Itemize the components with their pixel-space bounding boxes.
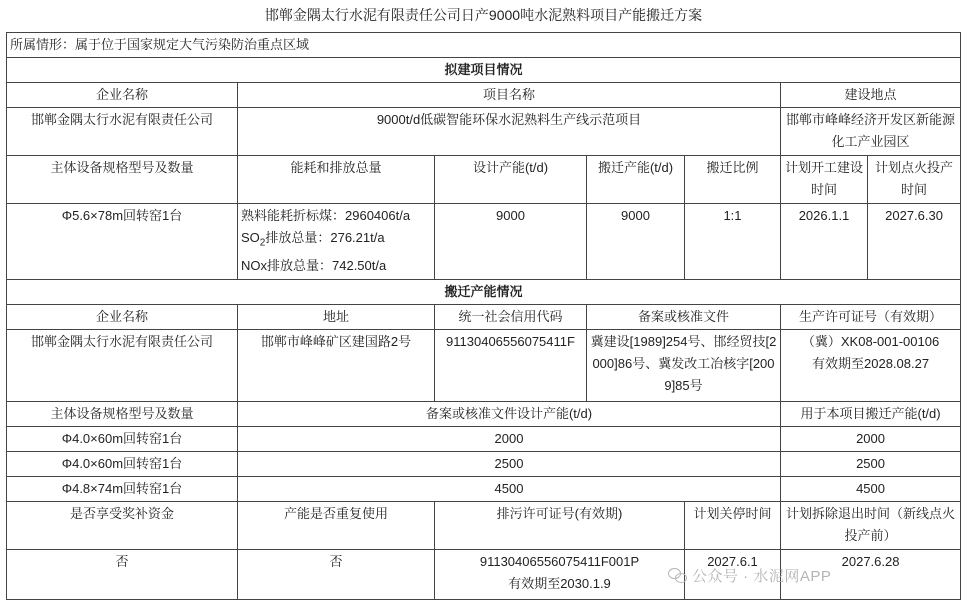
header-stop-date: 计划关停时间 <box>685 502 781 550</box>
energy-coal: 熟料能耗折标煤：2960406t/a <box>241 208 411 223</box>
kiln-used-capacity: 2500 <box>781 452 961 477</box>
kiln-equipment: Φ4.0×60m回转窑1台 <box>7 427 238 452</box>
header-subsidy: 是否享受奖补资金 <box>7 502 238 550</box>
cell-address: 邯郸市峰峰矿区建国路2号 <box>238 330 435 402</box>
header-energy: 能耗和排放总量 <box>238 156 435 204</box>
cell-reloc-company: 邯郸金隅太行水泥有限责任公司 <box>7 330 238 402</box>
kiln-used-capacity: 4500 <box>781 477 961 502</box>
header-ignite-date: 计划点火投产时间 <box>868 156 961 204</box>
header-project: 项目名称 <box>238 83 781 108</box>
watermark-text: 公众号 · 水泥网APP <box>692 568 832 585</box>
header-address: 地址 <box>238 305 435 330</box>
header-reloc-equipment: 主体设备规格型号及数量 <box>7 402 238 427</box>
section-header-relocated: 搬迁产能情况 <box>7 280 961 305</box>
header-equipment: 主体设备规格型号及数量 <box>7 156 238 204</box>
header-location: 建设地点 <box>781 83 961 108</box>
cell-project: 9000t/d低碳智能环保水泥熟料生产线示范项目 <box>238 108 781 156</box>
header-ratio: 搬迁比例 <box>685 156 781 204</box>
cell-license <box>781 330 961 402</box>
header-reuse: 产能是否重复使用 <box>238 502 435 550</box>
watermark <box>668 565 831 586</box>
kiln-filed-capacity: 2500 <box>238 452 781 477</box>
kiln-filed-capacity: 4500 <box>238 477 781 502</box>
energy-so2: $SO_2$排放总量：276.21t/a <box>241 230 385 249</box>
cell-permit <box>435 550 685 600</box>
cell-location: 邯郸市峰峰经济开发区新能源化工产业园区 <box>781 108 961 156</box>
cell-energy <box>238 204 435 280</box>
kiln-used-capacity: 2000 <box>781 427 961 452</box>
cell-start-date: 2026.1.1 <box>781 204 868 280</box>
kiln-equipment: Φ4.8×74m回转窑1台 <box>7 477 238 502</box>
header-license: 生产许可证号（有效期） <box>781 305 961 330</box>
cell-dismantle-date: 2027.6.28 <box>781 550 961 600</box>
header-start-date: 计划开工建设时间 <box>781 156 868 204</box>
document-title: 邯郸金隅太行水泥有限责任公司日产9000吨水泥熟料项目产能搬迁方案 <box>264 7 703 23</box>
header-company: 企业名称 <box>7 83 238 108</box>
header-filing: 备案或核准文件 <box>587 305 781 330</box>
wechat-icon <box>668 568 688 584</box>
cell-ignite-date: 2027.6.30 <box>868 204 961 280</box>
license-number: （冀）XK08-001-00106 <box>801 334 940 349</box>
table-row <box>7 452 961 477</box>
header-dismantle-date: 计划拆除退出时间（新线点火投产前） <box>781 502 961 550</box>
region-row: 所属情形：属于位于国家规定大气污染防治重点区域 <box>7 33 961 58</box>
header-filed-capacity: 备案或核准文件设计产能(t/d) <box>238 402 781 427</box>
energy-nox: NOx排放总量：742.50t/a <box>241 257 387 273</box>
header-reloc-company: 企业名称 <box>7 305 238 330</box>
header-permit: 排污许可证号(有效期) <box>435 502 685 550</box>
header-credit-code: 统一社会信用代码 <box>435 305 587 330</box>
kiln-filed-capacity: 2000 <box>238 427 781 452</box>
cell-stop-date: 2027.6.1 <box>685 550 781 600</box>
cell-reuse: 否 <box>238 550 435 600</box>
cell-relocate-capacity: 9000 <box>587 204 685 280</box>
section-header-proposed: 拟建项目情况 <box>7 58 961 83</box>
cell-credit-code: 91130406556075411F <box>435 330 587 402</box>
permit-validity: 有效期至2030.1.9 <box>508 576 611 591</box>
cell-design-capacity: 9000 <box>435 204 587 280</box>
table-row <box>7 477 961 502</box>
permit-number: 91130406556075411F001P <box>479 554 640 569</box>
header-used-capacity: 用于本项目搬迁产能(t/d) <box>781 402 961 427</box>
license-validity: 有效期至2028.08.27 <box>812 356 930 371</box>
cell-company: 邯郸金隅太行水泥有限责任公司 <box>7 108 238 156</box>
cell-ratio: 1:1 <box>685 204 781 280</box>
relocation-plan-table <box>6 32 961 600</box>
cell-filing: 冀建设[1989]254号、邯经贸技[2000]86号、冀发改工冶核字[2009]85号 <box>587 330 781 402</box>
header-design-capacity: 设计产能(t/d) <box>435 156 587 204</box>
kiln-equipment: Φ4.0×60m回转窑1台 <box>7 452 238 477</box>
table-row <box>7 427 961 452</box>
cell-subsidy: 否 <box>7 550 238 600</box>
cell-equipment: Φ5.6×78m回转窑1台 <box>7 204 238 280</box>
header-relocate-capacity: 搬迁产能(t/d) <box>587 156 685 204</box>
